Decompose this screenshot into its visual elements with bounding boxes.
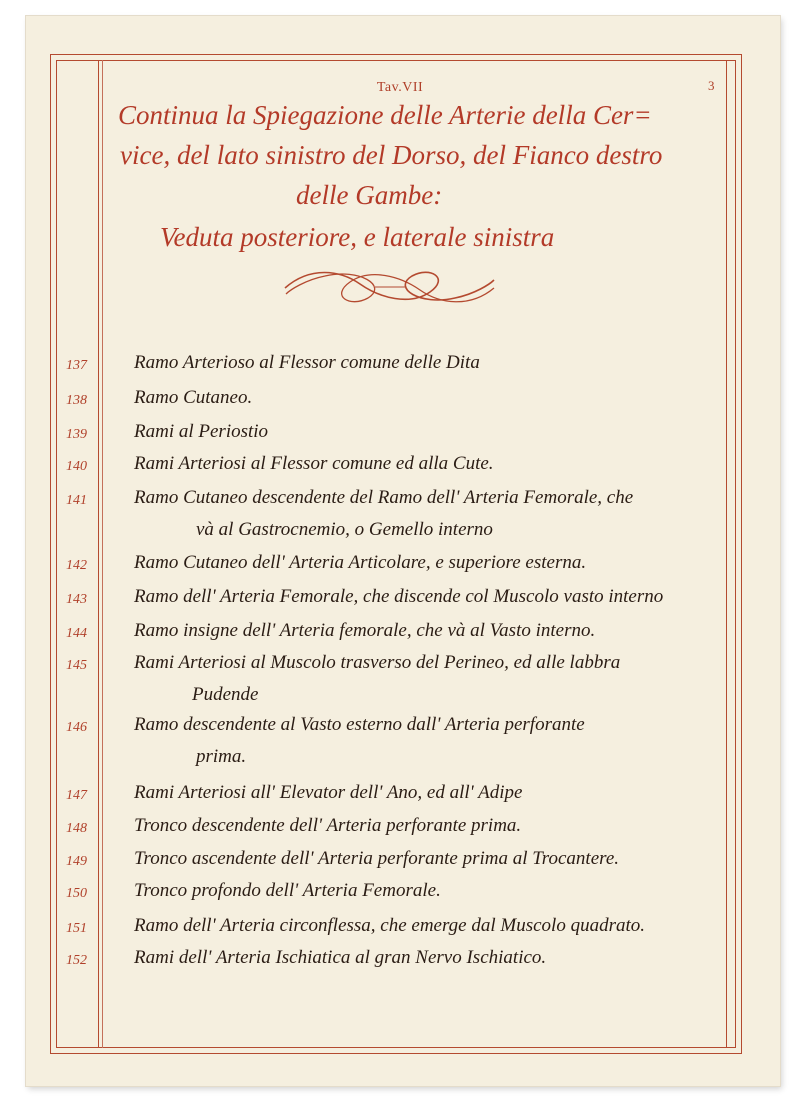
title-line-1: Continua la Spiegazione delle Arterie della Cer=: [118, 100, 652, 130]
entry-text: Ramo Cutaneo dell' Arteria Articolare, e superiore esterna.: [134, 552, 587, 573]
entry-text: Rami Arteriosi al Muscolo trasverso del Perineo, ed alle labbra: [134, 652, 621, 673]
entry-text: Ramo dell' Arteria Femorale, che discende col Muscolo vasto interno: [134, 586, 664, 607]
title-line-4: Veduta posteriore, e laterale sinistra: [160, 222, 555, 252]
entry-text: Ramo Arterioso al Flessor comune delle Dita: [134, 352, 480, 373]
entry-text-continued: prima.: [196, 746, 247, 767]
entry-number: 149: [66, 854, 87, 869]
entry-text: Tronco ascendente dell' Arteria perforante prima al Trocantere.: [134, 848, 620, 869]
entry-number: 150: [66, 886, 87, 901]
entry-text: Tronco descendente dell' Arteria perforante prima.: [134, 815, 522, 836]
entry-text: Tronco profondo dell' Arteria Femorale.: [134, 880, 441, 901]
entry-number: 138: [66, 393, 87, 408]
page-number: 3: [708, 78, 715, 93]
entry-number: 143: [66, 592, 87, 607]
title-line-2: vice, del lato sinistro del Dorso, del Fianco destro: [120, 140, 663, 170]
entry-text-continued: Pudende: [192, 684, 259, 705]
entry-text: Rami dell' Arteria Ischiatica al gran Nervo Ischiatico.: [134, 947, 547, 968]
entry-text: Ramo Cutaneo.: [134, 387, 253, 408]
entry-text: Rami Arteriosi all' Elevator dell' Ano, ed all' Adipe: [134, 782, 523, 803]
entry-text: Ramo Cutaneo descendente del Ramo dell' Arteria Femorale, che: [134, 487, 634, 508]
entry-number: 144: [66, 626, 87, 641]
entry-number: 137: [66, 358, 87, 373]
entry-number: 139: [66, 427, 87, 442]
entry-text: Ramo descendente al Vasto esterno dall' Arteria perforante: [134, 714, 585, 735]
entry-number: 147: [66, 788, 87, 803]
entry-text: Ramo insigne dell' Arteria femorale, che và al Vasto interno.: [134, 620, 596, 641]
entry-text-continued: và al Gastrocnemio, o Gemello interno: [196, 519, 493, 540]
entry-number: 141: [66, 493, 87, 508]
right-rule: [726, 60, 727, 1048]
entry-text: Rami al Periostio: [134, 421, 269, 442]
entry-number: 151: [66, 921, 87, 936]
plate-label: Tav.VII: [376, 80, 424, 95]
title-line-3: delle Gambe:: [296, 180, 443, 210]
entry-text: Rami Arteriosi al Flessor comune ed alla Cute.: [134, 453, 494, 474]
entry-number: 142: [66, 558, 87, 573]
entry-number: 148: [66, 821, 87, 836]
entry-number: 145: [66, 658, 87, 673]
entry-number: 146: [66, 720, 87, 735]
flourish-ornament: [280, 262, 500, 312]
entry-text: Ramo dell' Arteria circonflessa, che emerge dal Muscolo quadrato.: [134, 915, 645, 936]
entry-number: 140: [66, 459, 87, 474]
entry-number: 152: [66, 953, 87, 968]
